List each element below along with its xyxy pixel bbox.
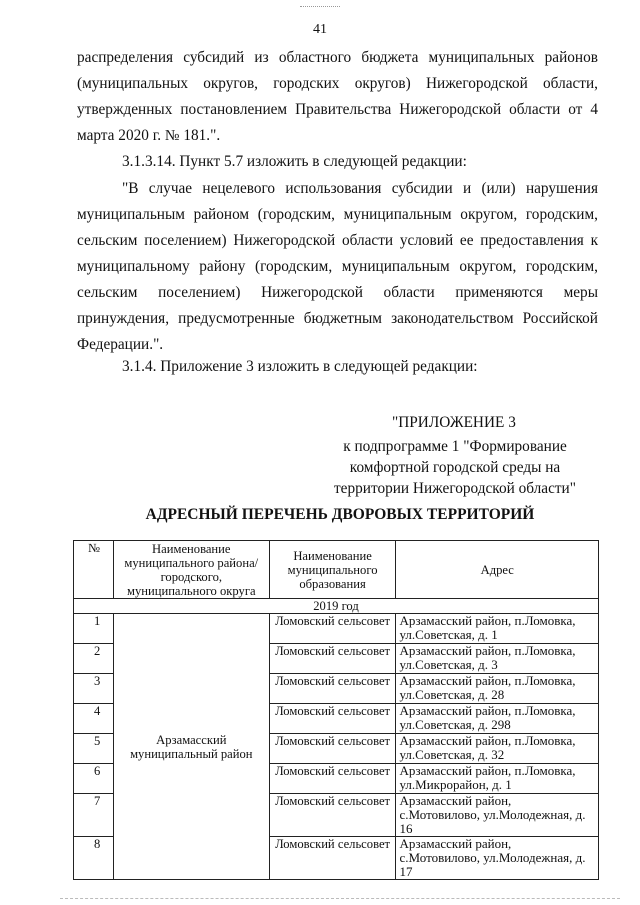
row-entity: Ломовский сельсовет — [269, 704, 396, 734]
bottom-edge-line — [60, 898, 620, 899]
appendix-line: к подпрограмме 1 "Формирование — [343, 438, 567, 455]
paragraph-subsidy-distribution — [77, 45, 598, 149]
row-num: 5 — [74, 734, 114, 764]
paragraph3-line: принуждения, предусмотренные бюджетным законодательством Российской — [77, 310, 598, 327]
table-row — [74, 614, 599, 644]
year-row: 2019 год — [74, 599, 599, 614]
paragraph3-line: сельским поселением) Нижегородской области условий ее предоставления к — [77, 232, 598, 249]
appendix-title: "ПРИЛОЖЕНИЕ 3 — [392, 414, 516, 431]
row-entity: Ломовский сельсовет — [269, 644, 396, 674]
paragraph1-line: утвержденных постановлением Правительства Нижегородской области от 4 — [77, 101, 598, 118]
row-address: Арзамасский район, п.Ломовка, ул.Советская, д. 3 — [396, 644, 599, 674]
paragraph1-line: распределения субсидий из областного бюджета муниципальных районов — [77, 49, 598, 66]
paragraph-quote — [77, 176, 598, 358]
district-name: Арзамасский муниципальный район — [113, 614, 269, 880]
paragraph1-line: (муниципальных округов, городских округов) Нижегородской области, — [77, 75, 598, 92]
paragraph2-line: 3.1.3.14. Пункт 5.7 изложить в следующей редакции: — [122, 153, 467, 170]
row-address: Арзамасский район, п.Ломовка, ул.Микрорайон, д. 1 — [396, 764, 599, 794]
row-num: 1 — [74, 614, 114, 644]
paragraph-point-5-7 — [77, 149, 598, 175]
row-entity: Ломовский сельсовет — [269, 734, 396, 764]
paragraph3-line: "В случае нецелевого использования субсидии и (или) нарушения — [122, 180, 598, 197]
row-num: 7 — [74, 794, 114, 837]
row-entity: Ломовский сельсовет — [269, 674, 396, 704]
row-entity: Ломовский сельсовет — [269, 794, 396, 837]
header-district: Наименование муниципального района/ городского, муниципального округа — [113, 541, 269, 599]
paragraph3-line: муниципальным районом (городским, муниципальным округом, городским, — [77, 206, 598, 223]
paragraph1-line: марта 2020 г. № 181.". — [77, 127, 221, 144]
header-num: № — [74, 541, 114, 599]
appendix-line: комфортной городской среды на — [349, 459, 561, 476]
row-address: Арзамасский район, п.Ломовка, ул.Советская, д. 1 — [396, 614, 599, 644]
paragraph4-line: 3.1.4. Приложение 3 изложить в следующей редакции: — [122, 358, 478, 375]
row-num: 3 — [74, 674, 114, 704]
row-entity: Ломовский сельсовет — [269, 614, 396, 644]
row-address: Арзамасский район, с.Мотовилово, ул.Молодежная, д. 16 — [396, 794, 599, 837]
row-num: 8 — [74, 837, 114, 880]
header-entity: Наименование муниципального образования — [269, 541, 396, 599]
row-address: Арзамасский район, п.Ломовка, ул.Советская, д. 32 — [396, 734, 599, 764]
row-entity: Ломовский сельсовет — [269, 837, 396, 880]
appendix-block — [330, 412, 580, 497]
row-address: Арзамасский район, п.Ломовка, ул.Советская, д. 298 — [396, 704, 599, 734]
address-table — [73, 540, 599, 880]
row-num: 2 — [74, 644, 114, 674]
paragraph3-line: муниципальному району (городским, муниципальным округом, городским, — [77, 258, 598, 275]
row-num: 6 — [74, 764, 114, 794]
paragraph3-line: сельским поселением) Нижегородской области применяются меры — [77, 284, 598, 301]
row-entity: Ломовский сельсовет — [269, 764, 396, 794]
page-number: 41 — [313, 22, 327, 37]
paragraph-appendix-3 — [77, 354, 598, 380]
paragraph3-line: Федерации.". — [77, 336, 164, 353]
appendix-line: территории Нижегородской области" — [334, 480, 576, 497]
row-address: Арзамасский район, п.Ломовка, ул.Советская, д. 28 — [396, 674, 599, 704]
row-num: 4 — [74, 704, 114, 734]
row-address: Арзамасский район, с.Мотовилово, ул.Молодежная, д. 17 — [396, 837, 599, 880]
table-heading: АДРЕСНЫЙ ПЕРЕЧЕНЬ ДВОРОВЫХ ТЕРРИТОРИЙ — [145, 506, 535, 523]
top-dotted-mark — [300, 6, 340, 7]
header-address: Адрес — [396, 541, 599, 599]
